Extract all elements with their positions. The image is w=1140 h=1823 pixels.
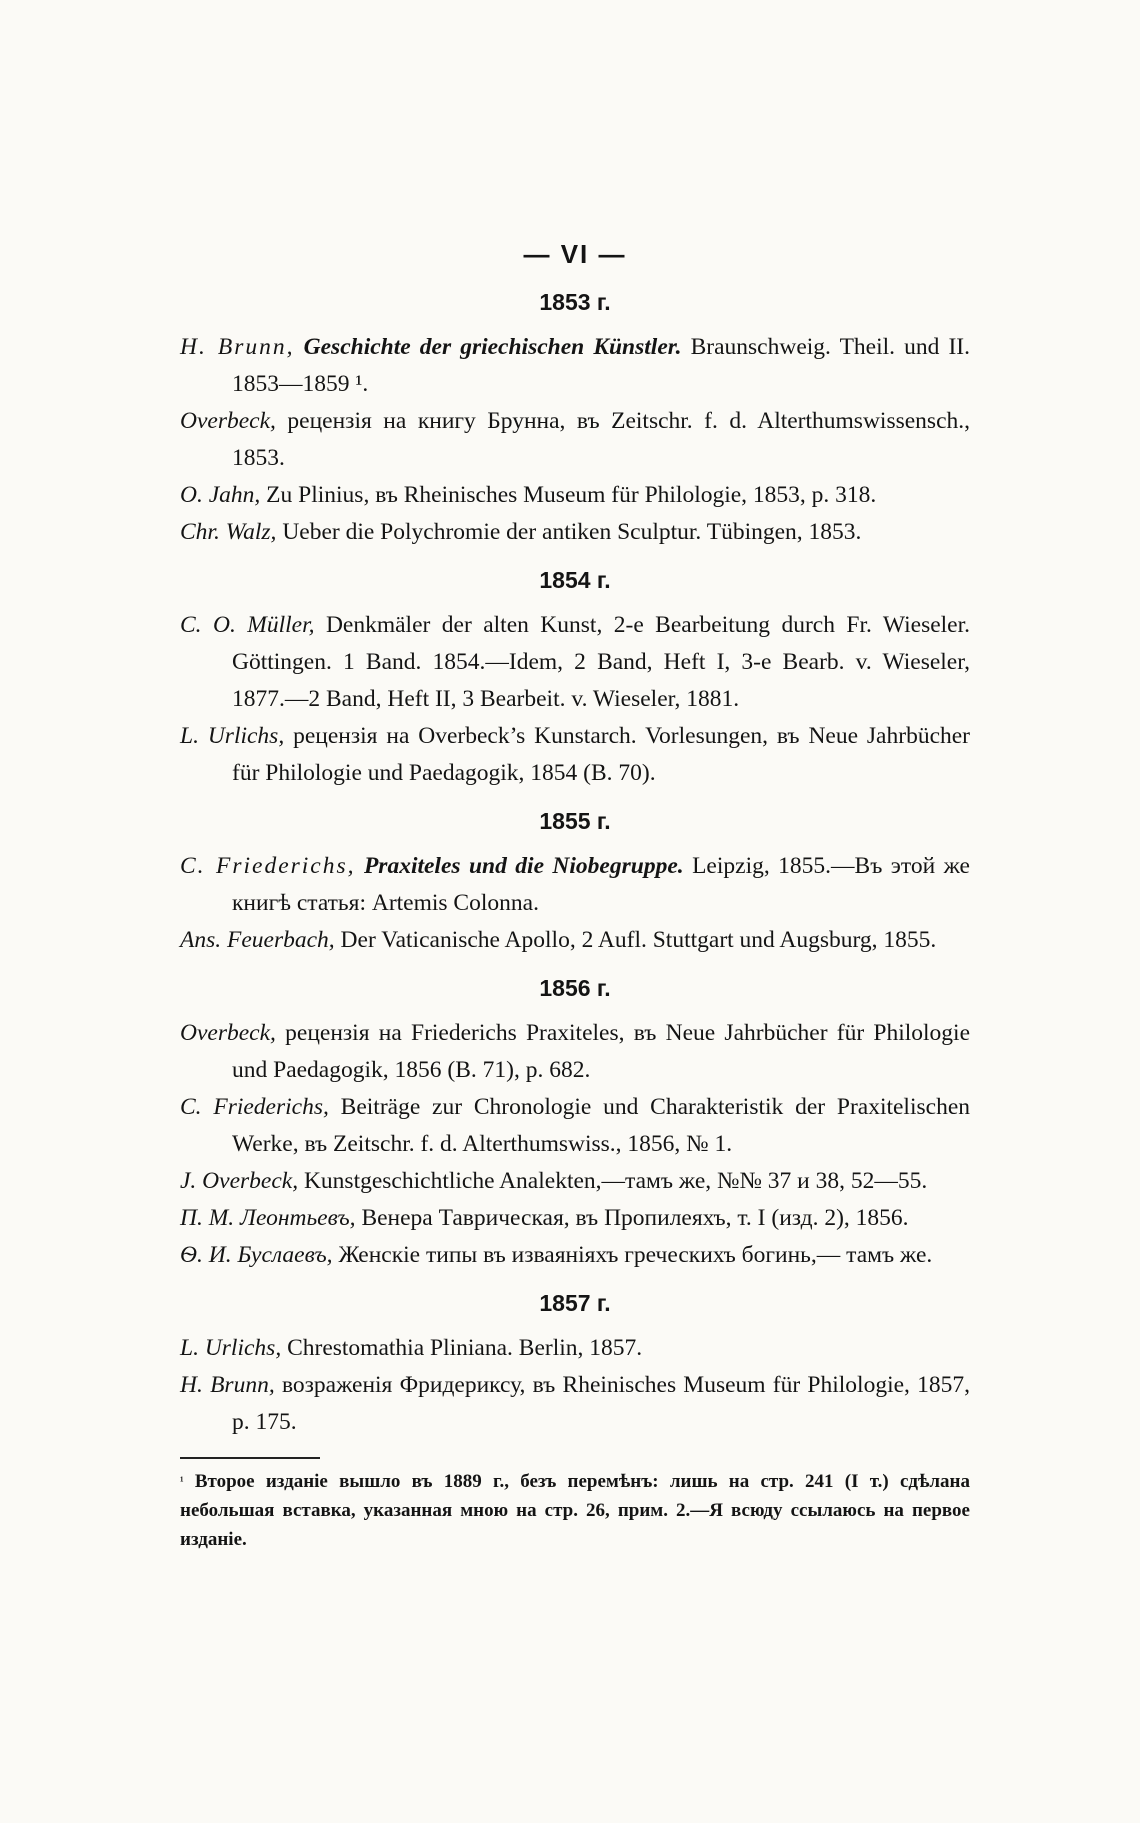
footnote xyxy=(180,1467,970,1554)
footnote-rule xyxy=(180,1457,320,1459)
section-year: 1854 г. xyxy=(539,567,611,593)
entry-details: Der Vaticanische Apollo, 2 Aufl. Stuttgart und Augsburg, 1855. xyxy=(340,927,937,953)
entry-author: Ans. Feuerbach, xyxy=(180,927,335,953)
entry-details: Chrestomathia Pliniana. Berlin, 1857. xyxy=(287,1335,643,1361)
bibliography-entry xyxy=(180,329,970,403)
section-year: 1855 г. xyxy=(539,808,611,834)
entry-author: H. Brunn, xyxy=(180,334,295,360)
entry-details: рецензія на Friederichs Praxiteles, въ Neue Jahrbücher für Philologie und Paedagogik, 1856 (B. 71), p. 682. xyxy=(232,1020,971,1083)
entry-details: Женскіе типы въ изваяніяхъ греческихъ богинь,— тамъ же. xyxy=(338,1242,933,1268)
bibliography-entry xyxy=(180,514,970,551)
section-year: 1856 г. xyxy=(539,975,611,1001)
bibliography-entry xyxy=(180,1330,970,1367)
bibliography-entry xyxy=(180,403,970,477)
footnote-text: Второе изданіе вышло въ 1889 г., безъ перемѣнъ: лишь на стр. 241 (I т.) сдѣлана небольшая вставка, указанная мною на стр. 26, прим. 2.—Я всюду ссылаюсь на первое изданіе. xyxy=(180,1471,970,1550)
entry-author: H. Brunn, xyxy=(180,1372,275,1398)
bibliography-entry xyxy=(180,848,970,922)
entry-author: Overbeck, xyxy=(180,408,276,434)
section-year: 1853 г. xyxy=(539,289,611,315)
entry-author: Chr. Walz, xyxy=(180,519,277,545)
entry-author: J. Overbeck, xyxy=(180,1168,299,1194)
bibliography-entry xyxy=(180,1237,970,1274)
page-content xyxy=(180,236,970,1554)
entry-details: Beiträge zur Chronologie und Charakteristik der Praxitelischen Werke, въ Zeitschr. f. d. Alterthumswiss., 1856, № 1. xyxy=(232,1094,970,1157)
section-year: 1857 г. xyxy=(539,1290,611,1316)
entry-details: возраженія Фридериксу, въ Rheinisches Museum für Philologie, 1857, p. 175. xyxy=(232,1372,971,1435)
entry-details: Leipzig, 1855.—Въ этой же книгѣ статья: Artemis Colonna. xyxy=(232,853,970,916)
entry-details: Zu Plinius, въ Rheinisches Museum für Philologie, 1853, p. 318. xyxy=(266,482,877,508)
bibliography-entry xyxy=(180,1367,970,1441)
entry-title: Praxiteles und die Niobegruppe. xyxy=(363,853,684,879)
entry-details: Ueber die Polychromie der antiken Sculptur. Tübingen, 1853. xyxy=(282,519,862,545)
entry-details: Braunschweig. Theil. und II. 1853—1859 ¹. xyxy=(232,334,970,397)
bibliography-entry xyxy=(180,718,970,792)
entry-details: Denkmäler der alten Kunst, 2-e Bearbeitung durch Fr. Wieseler. Göttingen. 1 Band. 1854.—Idem, 2 Band, Heft I, 3-e Bearb. v. Wieseler, 1877.—2 Band, Heft II, 3 Bearbeit. v. Wieseler, 1881. xyxy=(232,612,971,712)
entry-details: рецензія на книгу Брунна, въ Zeitschr. f. d. Alterthumswissensch., 1853. xyxy=(232,408,971,471)
bibliography-entry xyxy=(180,1200,970,1237)
entry-author: L. Urlichs, xyxy=(180,1335,282,1361)
entry-author: Ѳ. И. Буслаевъ, xyxy=(180,1242,333,1268)
bibliography-sections xyxy=(180,285,970,1441)
entry-author: П. М. Леонтьевъ, xyxy=(180,1205,356,1231)
bibliography-entry xyxy=(180,1163,970,1200)
page-number: — VI — xyxy=(523,239,627,269)
entry-author: C. Friederichs, xyxy=(180,1094,329,1120)
bibliography-entry xyxy=(180,607,970,718)
entry-details: Венера Таврическая, въ Пропилеяхъ, т. I (изд. 2), 1856. xyxy=(361,1205,909,1231)
footnote-mark: ¹ xyxy=(180,1474,184,1488)
entry-details: рецензія на Overbeck’s Kunstarch. Vorlesungen, въ Neue Jahrbücher für Philologie und Paedagogik, 1854 (B. 70). xyxy=(232,723,971,786)
entry-author: L. Urlichs, xyxy=(180,723,285,749)
entry-title: Geschichte der griechischen Künstler. xyxy=(303,334,682,360)
entry-details: Kunstgeschichtliche Analekten,—тамъ же, №№ 37 и 38, 52—55. xyxy=(303,1168,928,1194)
entry-author: Overbeck, xyxy=(180,1020,276,1046)
bibliography-entry xyxy=(180,1089,970,1163)
entry-author: C. O. Müller, xyxy=(180,612,315,638)
entry-author: O. Jahn, xyxy=(180,482,261,508)
bibliography-entry xyxy=(180,922,970,959)
bibliography-entry xyxy=(180,1015,970,1089)
entry-author: C. Friederichs, xyxy=(180,853,356,879)
bibliography-entry xyxy=(180,477,970,514)
